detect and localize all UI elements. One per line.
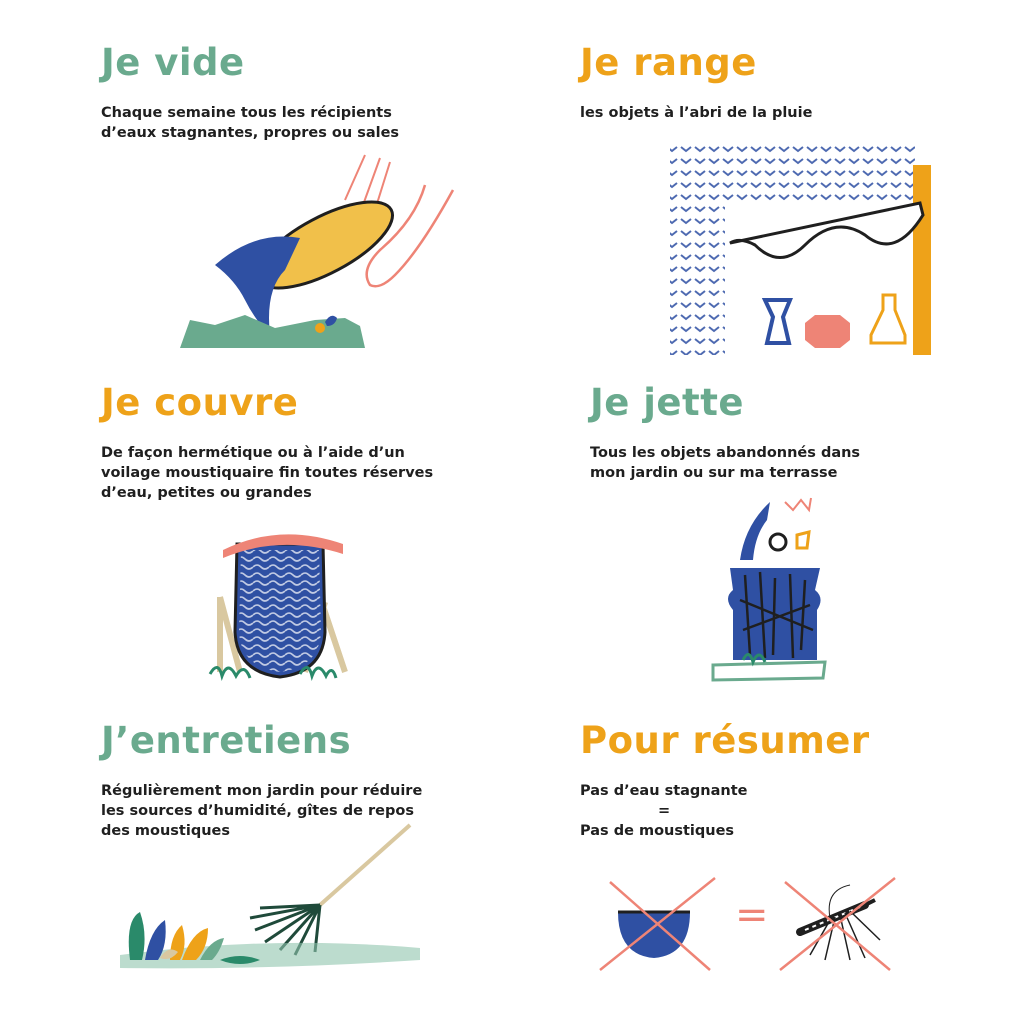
section-title: Je vide bbox=[101, 41, 245, 84]
equals-sign: = bbox=[735, 892, 769, 938]
section-title: Pour résumer bbox=[580, 719, 870, 762]
section-description: Tous les objets abandonnés dans mon jardin ou sur ma terrasse bbox=[590, 445, 861, 481]
crossed-water-bowl-icon bbox=[590, 870, 720, 975]
section-pour-resumer bbox=[580, 719, 870, 841]
section-je-couvre bbox=[101, 381, 434, 503]
summary-equation bbox=[590, 870, 910, 980]
section-title: Je range bbox=[580, 41, 757, 84]
emptying-bowl-illustration bbox=[175, 150, 460, 355]
crossed-mosquito-icon bbox=[770, 870, 905, 975]
section-title: J’entretiens bbox=[101, 719, 352, 762]
section-description: Pas d’eau stagnante = Pas de moustiques bbox=[580, 783, 748, 839]
section-je-vide bbox=[101, 41, 400, 143]
section-je-jette bbox=[590, 381, 861, 483]
trash-bin-illustration bbox=[705, 490, 835, 685]
section-description: Régulièrement mon jardin pour réduire les sources d’humidité, gîtes de repos des moustiques bbox=[101, 783, 423, 839]
garden-rake-illustration bbox=[120, 820, 420, 980]
shelter-rain-illustration bbox=[665, 145, 940, 360]
section-je-range bbox=[580, 41, 813, 123]
section-description: Chaque semaine tous les récipients d’eaux stagnantes, propres ou sales bbox=[101, 105, 400, 141]
section-title: Je jette bbox=[590, 381, 744, 424]
section-title: Je couvre bbox=[101, 381, 299, 424]
section-description: De façon hermétique ou à l’aide d’un voilage moustiquaire fin toutes réserves d’eau, petites ou grandes bbox=[101, 445, 434, 501]
covered-barrel-illustration bbox=[205, 522, 355, 687]
section-description: les objets à l’abri de la pluie bbox=[580, 105, 813, 121]
